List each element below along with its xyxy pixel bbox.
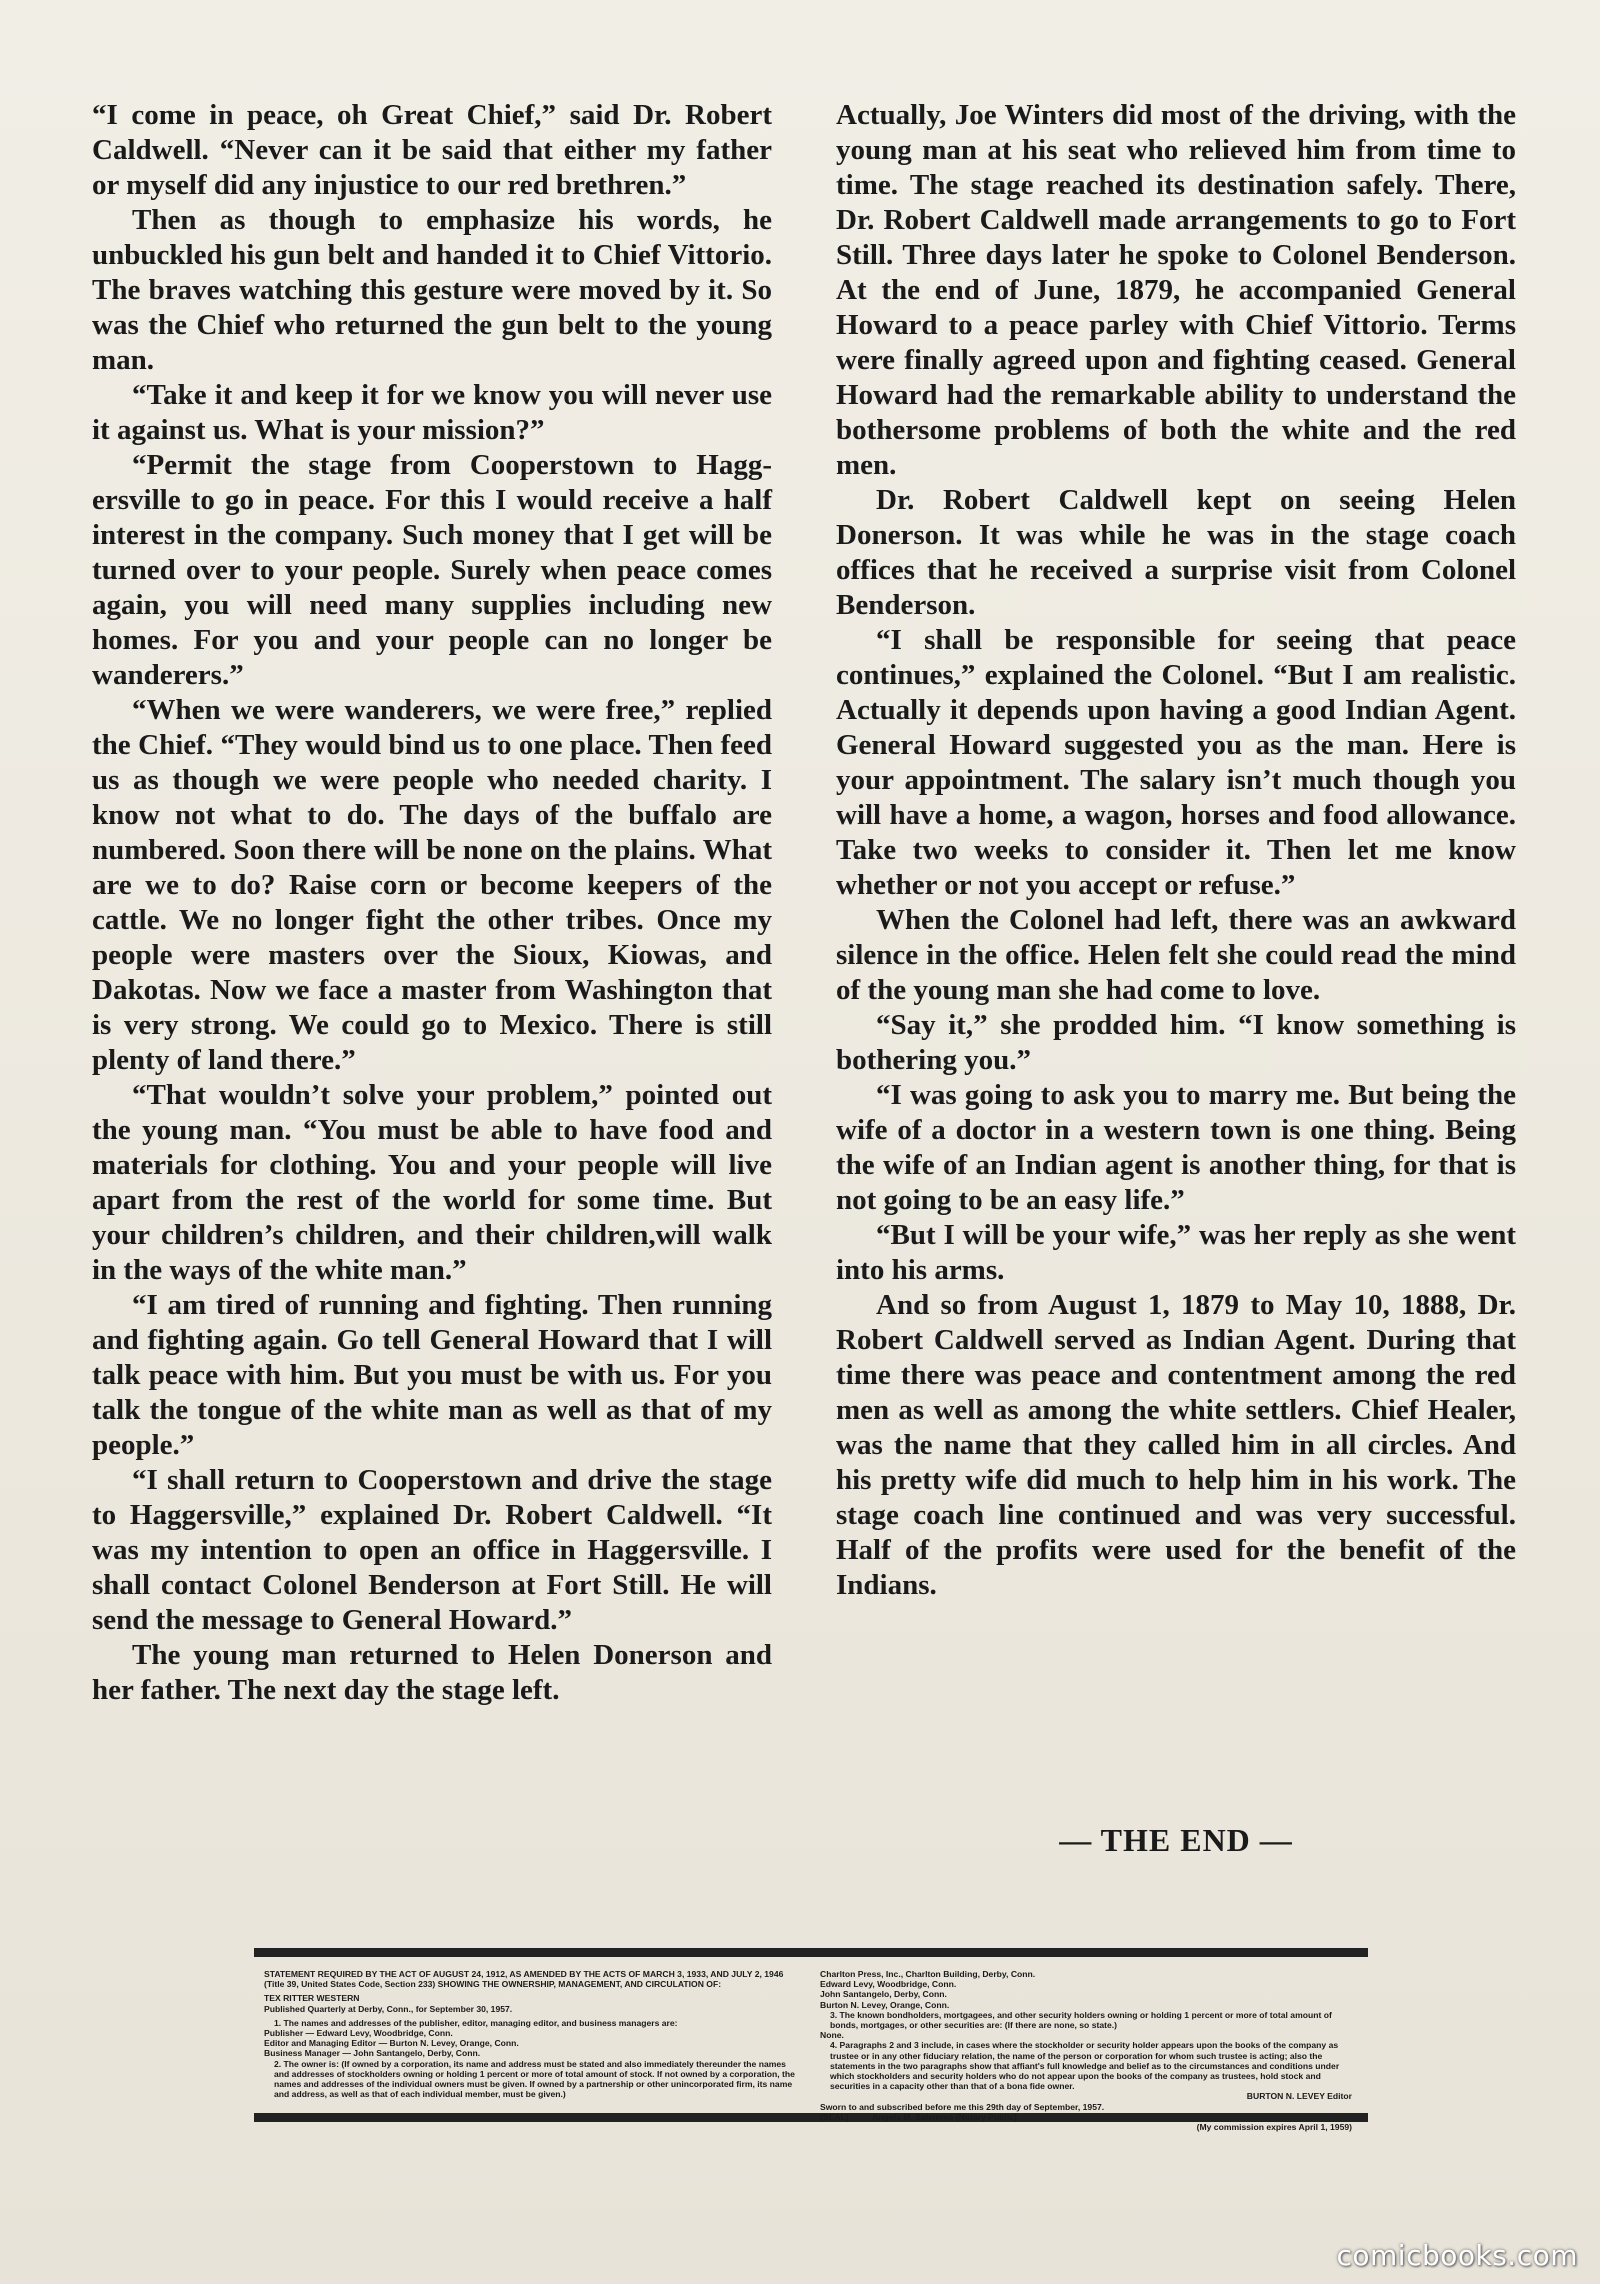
the-end-label: — THE END — bbox=[1059, 1822, 1293, 1858]
paragraph: Then as though to emphasize his words, he unbuckled his gun belt and handed it to Chief Vittorio. The braves watching this gesture were moved by it. So was the Chief who returned the gun belt to the young man. bbox=[92, 204, 772, 376]
paragraph: “That wouldn’t solve your problem,” pointed out the young man. “You must be able to have food and materials for clothing. You and your people will live apart from the rest of the world for some time. But your children’s children, and their children,will walk in the ways of the white man.” bbox=[92, 1079, 772, 1286]
paragraph: “Take it and keep it for we know you will never use it against us. What is your mission?” bbox=[92, 379, 772, 446]
paragraph: “I was going to ask you to marry me. But being the wife of a doctor in a western town is one thing. Being the wife of an Indian agent is another thing, for that is not going to be an easy life.” bbox=[836, 1079, 1516, 1216]
statement-line: Burton N. Levey, Orange, Conn. bbox=[820, 1999, 950, 2010]
paragraph: And so from August 1, 1879 to May 10, 1888, Dr. Robert Caldwell served as Indian Agent. During that time there was peace and contentment among the red men as well as among the white settlers. Chief Healer, was the name that they called him in all circles. And his pretty wife did much to help him in his work. The stage coach line continued and was very successful. Half of the profits were used for the benefit of the Indians. bbox=[836, 1289, 1516, 1601]
statement-line: 1. The names and addresses of the publisher, editor, managing editor, and business managers are: bbox=[274, 2017, 678, 2028]
paragraph: “Say it,” she prodded him. “I know something is bothering you.” bbox=[836, 1009, 1516, 1076]
story-column-left bbox=[92, 98, 772, 1708]
statement-line: Editor and Managing Editor — Burton N. Levey, Orange, Conn. bbox=[264, 2038, 519, 2049]
paragraph: The young man returned to Helen Donerson and her father. The next day the stage left. bbox=[92, 1639, 772, 1706]
statement-line: 4. Paragraphs 2 and 3 include, in cases where the stockholder or security holder appears upon the books of the company as trustee or in any other fiduciary relation, the name of the person or corporation for whom such trustee is acting; also the statements in the two paragraphs show that affiant's full knowledge and belief as to the circumstances and conditions under which stockholders and security holders who do not appear upon the books of the company as trustees, hold stock and securities in a capacity other than that of a bona fide owner. bbox=[830, 2040, 1340, 2092]
paragraph: “When we were wanderers, we were free,” replied the Chief. “They would bind us to one place. Then feed us as though we were people who needed charity. I know not what to do. The days of the buffalo are numbered. Soon there will be none on the plains. What are we to do? Raise corn or become keepers of the cattle. We no longer fight the other tribes. Once my people were masters over the Sioux, Kiowas, and Dakotas. Now we face a master from Washington that is very strong. We could go to Mexico. There is still plenty of land there.” bbox=[92, 694, 772, 1076]
statement-line: John Santangelo, Derby, Conn. bbox=[820, 1989, 947, 2000]
paragraph: “I come in peace, oh Great Chief,” said Dr. Robert Caldwell. “Never can it be said that either my father or myself did any injustice to our red brethren.” bbox=[92, 99, 772, 201]
story-column-right bbox=[836, 98, 1516, 1603]
paragraph: “But I will be your wife,” was her reply as she went into his arms. bbox=[836, 1219, 1516, 1286]
ownership-statement bbox=[254, 1948, 1368, 2133]
paragraph: “I am tired of running and fighting. Then running and fighting again. Go tell General Howard that I will talk peace with him. But you must be with us. For you talk the tongue of the white man as well as that of my people.” bbox=[92, 1289, 772, 1461]
paragraph: “I shall return to Cooperstown and drive the stage to Haggersville,” explained Dr. Robert Caldwell. “It was my intention to open an office in Haggersville. I shall contact Colonel Benderson at Fort Still. He will send the message to General Howard.” bbox=[92, 1464, 772, 1636]
statement-line: Published Quarterly at Derby, Conn., for September 30, 1957. bbox=[264, 2003, 513, 2014]
paragraph: Actually, Joe Winters did most of the driving, with the young man at his seat who relieved him from time to time. The stage reached its destination safely. There, Dr. Robert Caldwell made arrangements to go to Fort Still. Three days later he spoke to Colonel Benderson. At the end of June, 1879, he accompanied General Howard to a peace parley with Chief Vittorio. Terms were finally agreed upon and fighting ceased. General Howard had the remarkable ability to understand the bothersome problems of both the white and the red men. bbox=[836, 99, 1516, 481]
statement-line: Edward Levy, Woodbridge, Conn. bbox=[820, 1979, 957, 1990]
paragraph: When the Colonel had left, there was an awkward silence in the office. Helen felt she could read the mind of the young man she had come to love. bbox=[836, 904, 1516, 1006]
statement-line: Charlton Press, Inc., Charlton Building, Derby, Conn. bbox=[820, 1969, 1036, 1979]
statement-line: Publisher — Edward Levy, Woodbridge, Conn. bbox=[264, 2028, 453, 2039]
statement-line: STATEMENT REQUIRED BY THE ACT OF AUGUST 24, 1912, AS AMENDED BY THE ACTS OF MARCH 3, 1933, AND JULY 2, 1946 (Title 39, United States Code, Section 233) SHOWING THE OWNERSHIP, MANAGEMENT, AND CIRCULATION OF: bbox=[264, 1969, 784, 1990]
paragraph: “I shall be responsible for seeing that peace continues,” explained the Colonel. “But I am realistic. Actually it depends upon having a good Indian Agent. General Howard suggested you as the man. Here is your appointment. The salary isn’t much though you will have a home, a wagon, horses and food allowance. Take two weeks to consider it. Then let me know whether or not you accept or refuse.” bbox=[836, 624, 1516, 901]
watermark: comicbooks.com bbox=[1336, 2239, 1578, 2272]
paragraph: Dr. Robert Caldwell kept on seeing Helen Donerson. It was while he was in the stage coach offices that he received a surprise visit from Colonel Benderson. bbox=[836, 484, 1516, 621]
statement-column-left bbox=[264, 1969, 802, 2105]
statement-line: (My commission expires April 1, 1959) bbox=[1196, 2122, 1352, 2133]
statement-line: (SEAL) Angela M. Salemmo (Notary Public) bbox=[820, 2111, 1017, 2122]
statement-line: 3. The known bondholders, mortgagees, and other security holders owning or holding 1 percent or more of total amount of bonds, mortgages, or other securities are: (If there are none, so state.) bbox=[830, 2009, 1332, 2031]
statement-line: BURTON N. LEVEY Editor bbox=[1246, 2091, 1352, 2102]
statement-line: None. bbox=[820, 2030, 844, 2041]
statement-column-right bbox=[820, 1969, 1358, 2133]
statement-line: Sworn to and subscribed before me this 29th day of September, 1957. bbox=[820, 2101, 1105, 2112]
statement-line: 2. The owner is: (If owned by a corporation, its name and address must be stated and also immediately thereunder the names and addresses of stockholders owning or holding 1 percent or more of total amount of stock. If not owned by a corporation, the names and addresses of the individual owners must be given. If owned by a partnership or other unincorporated firm, its name and address, as well as that of each individual member, must be given.) bbox=[274, 2058, 795, 2100]
paragraph: “Permit the stage from Cooperstown to Haggersville to go in peace. For this I would receive a half interest in the company. Such money that I get will be turned over to your people. Surely when peace comes again, you will need many supplies including new homes. For you and your people can no longer be wanderers.” bbox=[92, 449, 772, 691]
statement-line: Business Manager — John Santangelo, Derby, Conn. bbox=[264, 2048, 481, 2059]
statement-line: TEX RITTER WESTERN bbox=[264, 1993, 360, 2004]
